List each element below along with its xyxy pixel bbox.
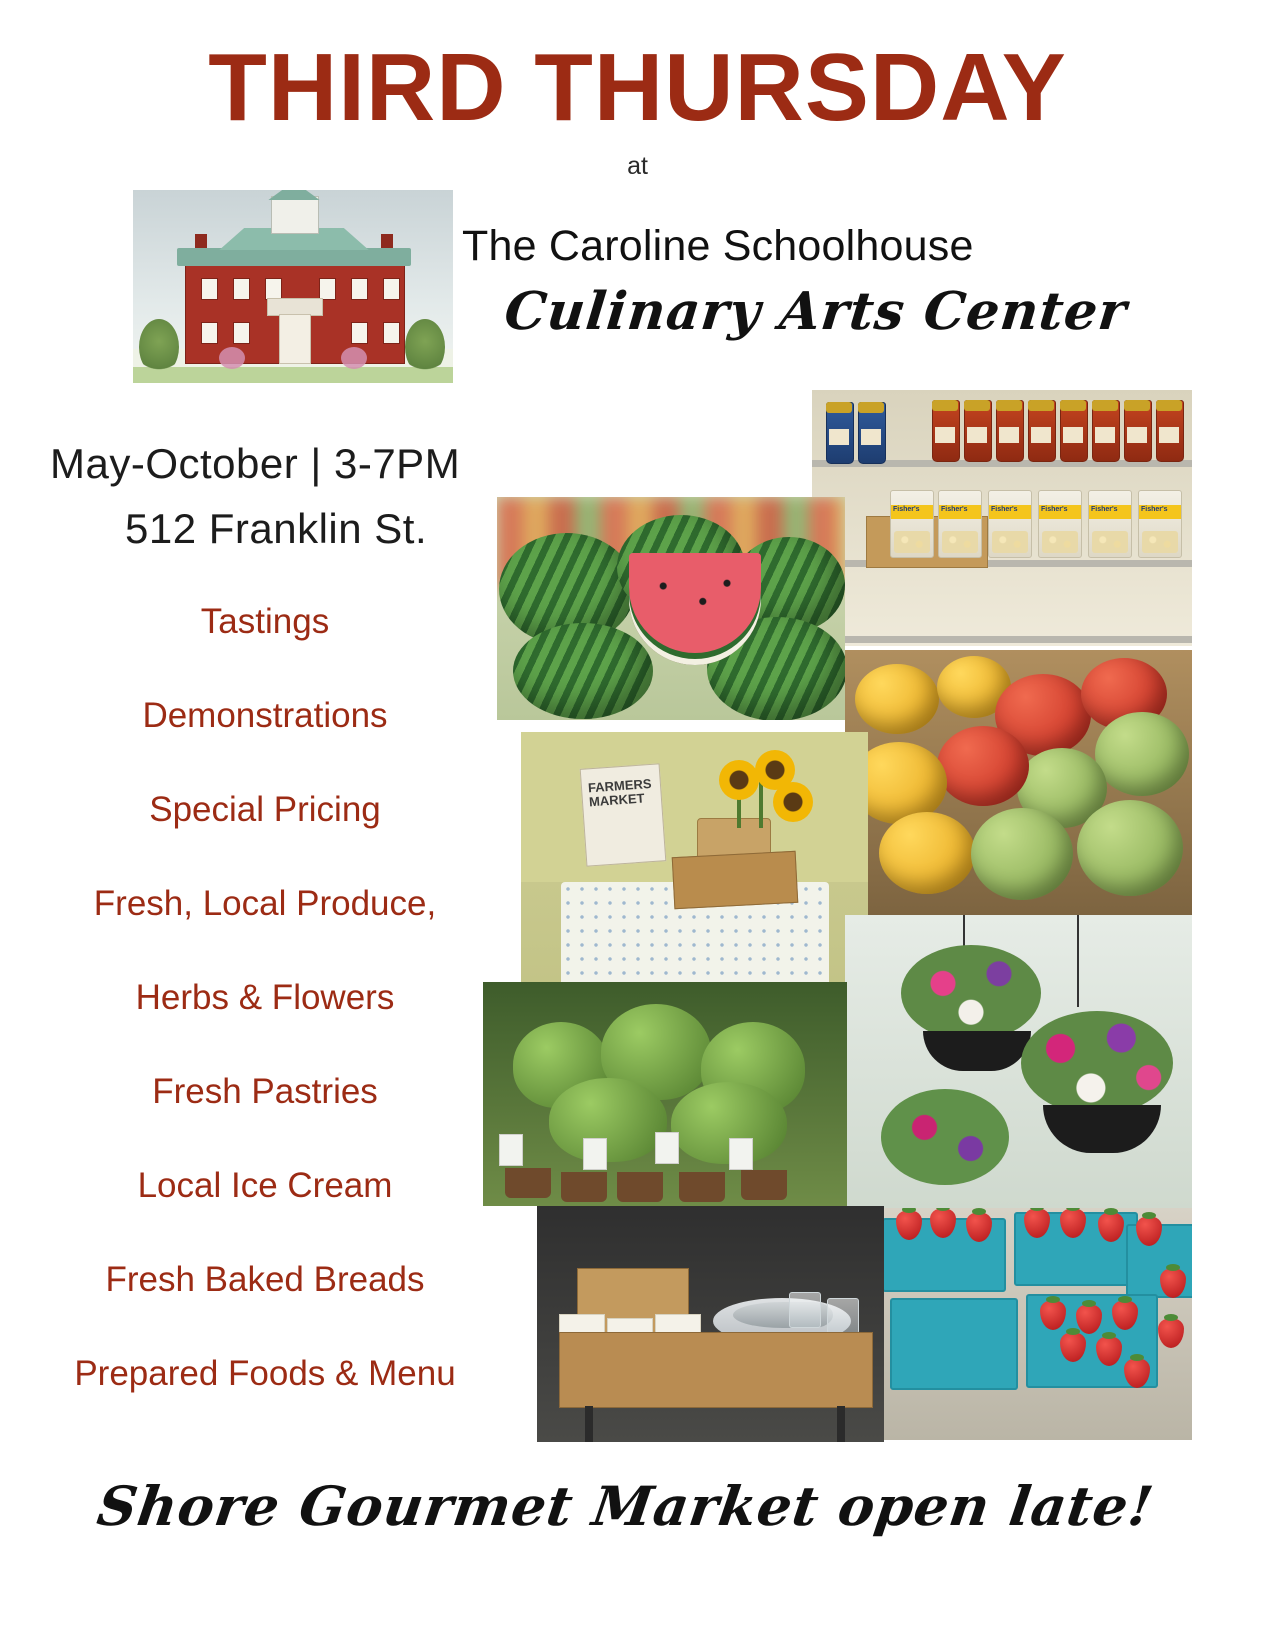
berry-basket	[890, 1298, 1018, 1390]
list-item: Demonstrations	[142, 696, 388, 735]
plant-pot	[505, 1168, 551, 1198]
list-item: Special Pricing	[149, 790, 381, 829]
flower-cluster	[901, 945, 1041, 1041]
list-item: Local Ice Cream	[137, 1166, 393, 1205]
window-icon	[233, 322, 250, 344]
shelf-rail	[812, 636, 1192, 643]
plant-pot	[679, 1172, 725, 1202]
photo-watermelons	[497, 497, 845, 720]
window-icon	[319, 278, 336, 300]
popcorn-bag: Fisher's	[1088, 490, 1132, 558]
schoolhouse-illustration	[133, 190, 453, 383]
photo-prepared-foods-display	[537, 1206, 884, 1442]
window-icon	[201, 322, 218, 344]
photo-hanging-flower-baskets	[845, 915, 1192, 1208]
photo-basil-plants	[483, 982, 847, 1206]
tree-icon	[139, 319, 179, 375]
window-icon	[265, 278, 282, 300]
dateline: May-October | 3-7PM	[50, 440, 461, 487]
basket-hanger	[1077, 915, 1079, 1007]
grass	[133, 367, 453, 383]
window-icon	[383, 278, 400, 300]
plant-pot	[741, 1170, 787, 1200]
window-icon	[351, 278, 368, 300]
tomato-icon	[879, 812, 975, 894]
jar-icon	[932, 400, 960, 462]
photo-strawberry-baskets	[874, 1208, 1192, 1440]
feature-list	[0, 604, 530, 1450]
front-door	[279, 314, 311, 364]
sunflower-icon	[773, 782, 813, 822]
glassware	[789, 1292, 821, 1328]
sunflower-icon	[719, 760, 759, 800]
footer-tagline: Shore Gourmet Market open late!	[93, 1474, 1158, 1538]
list-item: Herbs & Flowers	[135, 978, 395, 1017]
window-icon	[351, 322, 368, 344]
shrub-icon	[341, 347, 367, 369]
plant-tag	[499, 1134, 523, 1166]
jar-icon	[1124, 400, 1152, 462]
list-item: Fresh, Local Produce,	[93, 884, 437, 923]
list-item: Prepared Foods & Menu	[74, 1354, 456, 1393]
tomato-icon	[937, 726, 1029, 806]
tomato-icon	[855, 664, 939, 734]
jar-icon	[996, 400, 1024, 462]
building-roof	[177, 248, 411, 266]
popcorn-bag: Fisher's	[988, 490, 1032, 558]
popcorn-bag: Fisher's	[1038, 490, 1082, 558]
flower-cluster	[1021, 1011, 1173, 1115]
jar-icon	[858, 402, 886, 464]
list-item: Fresh Pastries	[152, 1072, 378, 1111]
plant-pot	[617, 1172, 663, 1202]
display-table	[559, 1332, 873, 1408]
photo-farmers-market-table	[521, 732, 868, 982]
popcorn-bag: Fisher's	[938, 490, 982, 558]
glassware	[827, 1298, 859, 1334]
window-icon	[201, 278, 218, 300]
jar-icon	[1028, 400, 1056, 462]
window-icon	[383, 322, 400, 344]
list-item: Tastings	[200, 602, 330, 641]
address: 512 Franklin St.	[125, 505, 428, 552]
venue-subtitle: Culinary Arts Center	[501, 281, 1131, 342]
flower-cluster	[881, 1089, 1009, 1185]
basil-leaf	[549, 1078, 667, 1162]
farmers-market-sign: FARMERS MARKET	[580, 763, 667, 866]
plant-tag	[655, 1132, 679, 1164]
plant-pot	[561, 1172, 607, 1202]
popcorn-bag: Fisher's	[890, 490, 934, 558]
at-connector-text: at	[627, 152, 648, 180]
tomato-icon	[1077, 800, 1183, 896]
jar-icon	[964, 400, 992, 462]
table-leg	[837, 1406, 845, 1442]
photo-heirloom-tomatoes	[845, 650, 1192, 915]
tomato-icon	[1095, 712, 1189, 796]
venue-name: The Caroline Schoolhouse	[462, 222, 974, 270]
tree-icon	[405, 319, 445, 375]
list-item: Fresh Baked Breads	[105, 1260, 425, 1299]
popcorn-bag: Fisher's	[1138, 490, 1182, 558]
watermelon-icon	[513, 623, 653, 719]
jar-icon	[826, 402, 854, 464]
cupola	[271, 196, 319, 234]
page-title: THIRD THURSDAY	[208, 34, 1067, 141]
jar-icon	[1092, 400, 1120, 462]
plant-tag	[729, 1138, 753, 1170]
table-leg	[585, 1406, 593, 1442]
photo-jars-and-popcorn-shelf	[812, 390, 1192, 646]
jar-icon	[1156, 400, 1184, 462]
plant-tag	[583, 1138, 607, 1170]
tomato-icon	[971, 808, 1073, 900]
shrub-icon	[219, 347, 245, 369]
window-icon	[233, 278, 250, 300]
jar-icon	[1060, 400, 1088, 462]
cutting-board	[672, 851, 799, 909]
